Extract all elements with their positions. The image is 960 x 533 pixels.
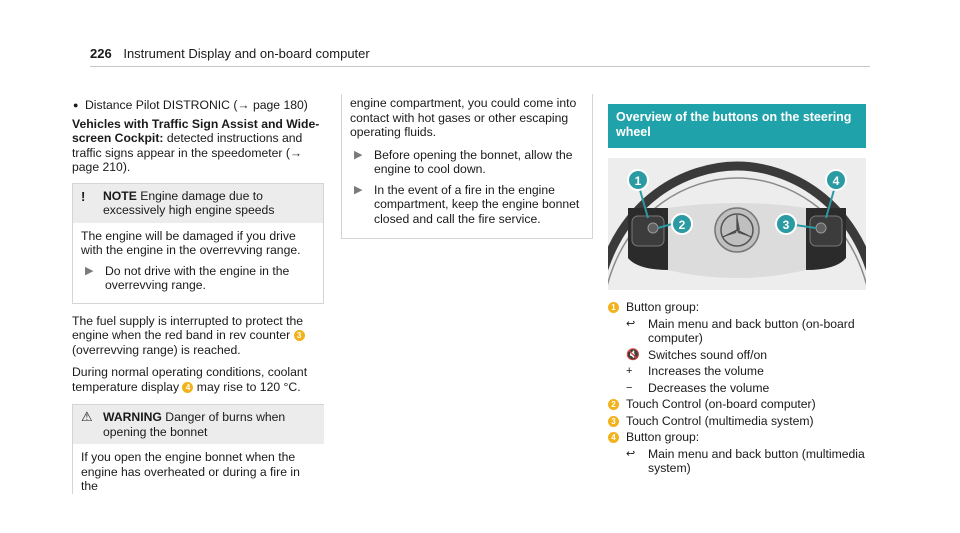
header-title: Instrument Display and on-board computer — [123, 46, 370, 61]
warning-body — [73, 444, 324, 494]
legend-item-2 — [608, 397, 866, 412]
warning-step-2 — [350, 183, 584, 227]
callout-3 — [776, 214, 796, 234]
step-arrow-icon: ▶ — [85, 264, 94, 277]
mute-icon: 🔇 — [626, 348, 640, 361]
bullet-item — [72, 98, 324, 113]
column-middle — [341, 98, 593, 239]
legend-sub-back-multimedia — [626, 447, 866, 476]
warning-text: If you open the engine bonnet when the engine has overheated or during a fire in the — [81, 450, 300, 493]
note-body — [73, 223, 323, 303]
legend-sub-mute — [626, 348, 866, 363]
warning-step-1 — [350, 148, 584, 177]
notice-icon: ! — [81, 188, 86, 204]
page-header — [90, 46, 370, 61]
legend-item-1-text: Button group: — [626, 300, 700, 314]
callout-3-icon: 3 — [294, 330, 305, 341]
back-button-icon: ↩ — [626, 447, 636, 460]
callout-1 — [628, 170, 648, 190]
svg-text:2: 2 — [678, 218, 686, 232]
svg-text:4: 4 — [832, 174, 840, 188]
vehicles-bold: Vehicles with Traffic Sign Assist and Wide-screen Cockpit: — [72, 116, 320, 145]
column-left — [72, 98, 324, 502]
warning-title: Danger of burns when opening the bonnet — [103, 410, 286, 439]
button-legend — [608, 300, 866, 476]
coolant-paragraph — [72, 365, 324, 394]
callout-4-icon: 4 — [182, 382, 193, 393]
steering-wheel-illustration — [608, 158, 866, 290]
legend-item-4-text: Button group: — [626, 430, 700, 444]
legend-sub-text: Increases the volume — [648, 364, 764, 378]
legend-item-1 — [608, 300, 866, 315]
fuel-text-a: The fuel supply is interrupted to protect the engine when the red band in rev counter — [72, 313, 304, 342]
note-heading — [103, 189, 315, 218]
svg-text:1: 1 — [634, 174, 642, 188]
note-title: Engine damage due to excessively high engine speeds — [103, 188, 275, 217]
vehicles-paragraph — [72, 117, 324, 175]
warning-triangle-icon: ⚠ — [81, 409, 93, 424]
section-heading: Overview of the buttons on the steering wheel — [608, 104, 866, 148]
note-text: The engine will be damaged if you drive with the engine in the overrevving range. — [81, 228, 301, 257]
callout-2-icon: 2 — [608, 399, 619, 410]
warning-continuation — [341, 94, 593, 239]
callout-3-icon: 3 — [608, 416, 619, 427]
callout-4 — [826, 170, 846, 190]
fuel-text-b: (overrevving range) is reached. — [72, 342, 241, 357]
warning-heading — [103, 410, 316, 439]
legend-item-3 — [608, 414, 866, 429]
legend-sub-text: Switches sound off/on — [648, 347, 768, 362]
callout-2 — [672, 214, 692, 234]
warning-box — [72, 404, 324, 494]
warning-label: WARNING — [103, 410, 162, 424]
note-box — [72, 183, 324, 304]
legend-sub-text: Main menu and back button (multimedia system) — [648, 446, 865, 475]
callout-4-icon: 4 — [608, 432, 619, 443]
bullet-text[interactable]: Distance Pilot DISTRONIC (→ page 180) — [85, 98, 308, 112]
note-header — [73, 184, 323, 223]
callout-1-icon: 1 — [608, 302, 619, 313]
legend-sub-text: Decreases the volume — [648, 380, 770, 395]
fuel-paragraph — [72, 314, 324, 358]
plus-icon: + — [626, 365, 633, 377]
steering-wheel-figure — [608, 158, 866, 290]
legend-item-4 — [608, 430, 866, 445]
vehicles-text: detected instructions and traffic signs appear in the speedometer (→ page 210). — [72, 131, 303, 174]
warning-step-2-text: In the event of a fire in the engine compartment, keep the engine bonnet closed and call the fire service. — [374, 182, 580, 226]
header-divider — [90, 66, 870, 67]
warning-header — [73, 405, 324, 444]
back-button-icon: ↩ — [626, 317, 636, 330]
note-step-text: Do not drive with the engine in the overrevving range. — [105, 263, 290, 292]
minus-icon: − — [626, 381, 633, 394]
coolant-text-b: may rise to 120 °C. — [193, 379, 301, 394]
page-number: 226 — [90, 46, 112, 61]
legend-sub-text: Main menu and back button (on-board computer) — [648, 316, 855, 345]
coolant-text-a: During normal operating conditions, coolant temperature display — [72, 365, 308, 394]
warning-step-1-text: Before opening the bonnet, allow the engine to cool down. — [374, 147, 573, 176]
legend-sub-back — [626, 317, 866, 346]
column-right — [608, 104, 866, 478]
step-arrow-icon: ▶ — [354, 148, 363, 161]
warning-continuation-text: engine compartment, you could come into contact with hot gases or other escaping operating fluids. — [350, 96, 577, 139]
step-arrow-icon: ▶ — [354, 183, 363, 196]
legend-sub-volume-down — [626, 381, 866, 396]
legend-item-2-text: Touch Control (on-board computer) — [626, 397, 816, 411]
legend-sub-volume-up — [626, 364, 866, 379]
note-step — [81, 264, 315, 293]
svg-text:3: 3 — [782, 218, 790, 232]
bullet-icon: ● — [73, 100, 79, 110]
legend-item-3-text: Touch Control (multimedia system) — [626, 413, 814, 428]
note-label: NOTE — [103, 188, 137, 203]
